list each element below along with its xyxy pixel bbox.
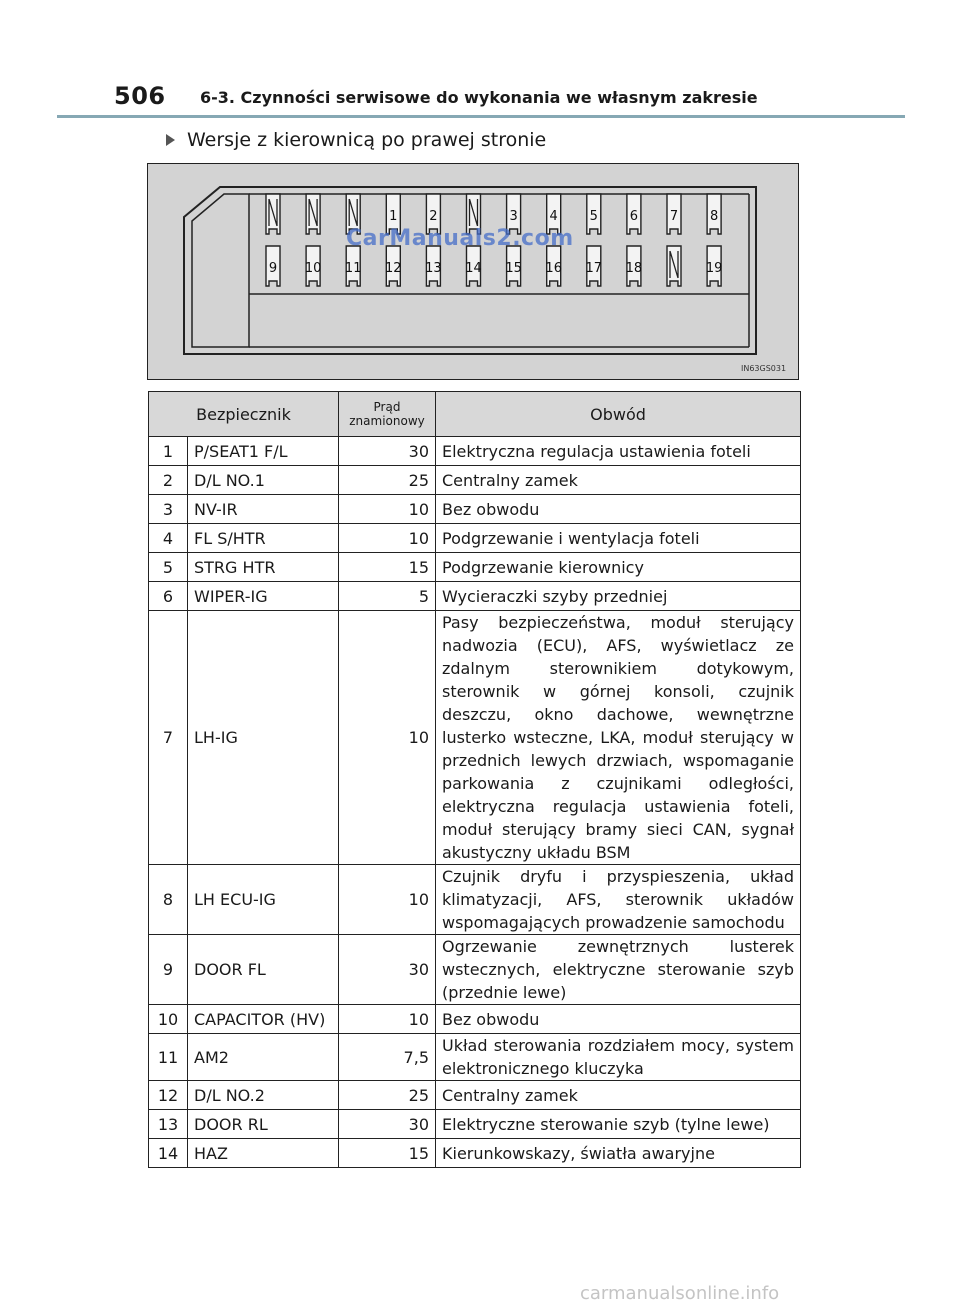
fuse-slot-12 bbox=[385, 246, 402, 286]
page-header bbox=[0, 0, 960, 120]
fuse-rating-cell: 10 bbox=[339, 1005, 436, 1034]
fuse-rating-cell: 10 bbox=[339, 865, 436, 935]
fuse-number-cell: 11 bbox=[149, 1034, 188, 1081]
watermark-text: CarManuals2.com bbox=[346, 226, 574, 251]
fuse-name-cell: CAPACITOR (HV) bbox=[188, 1005, 339, 1034]
table-header-row bbox=[149, 392, 801, 437]
fuse-number-cell: 13 bbox=[149, 1110, 188, 1139]
fuse-slot-empty bbox=[266, 194, 280, 234]
table-row bbox=[149, 935, 801, 1005]
fuse-slot-label: 13 bbox=[425, 261, 442, 276]
fuse-rating-cell: 15 bbox=[339, 553, 436, 582]
fuse-slot-8 bbox=[707, 194, 721, 234]
table-row bbox=[149, 1081, 801, 1110]
fuse-name-cell: LH ECU-IG bbox=[188, 865, 339, 935]
fuse-rating-cell: 5 bbox=[339, 582, 436, 611]
fuse-name-cell: HAZ bbox=[188, 1139, 339, 1168]
fuse-slot-empty bbox=[306, 194, 320, 234]
fuse-name-cell: P/SEAT1 F/L bbox=[188, 437, 339, 466]
fuse-rating-cell: 15 bbox=[339, 1139, 436, 1168]
fuse-name-cell: D/L NO.2 bbox=[188, 1081, 339, 1110]
fuse-slot-label: 4 bbox=[549, 209, 558, 224]
fuse-slot-label: 1 bbox=[389, 209, 398, 224]
section-title: 6-3. Czynności serwisowe do wykonania we własnym zakresie bbox=[200, 88, 758, 107]
table-row bbox=[149, 466, 801, 495]
fuse-slot-label: 7 bbox=[669, 209, 679, 224]
triangle-bullet-icon bbox=[166, 134, 175, 146]
header-rating bbox=[339, 392, 436, 437]
fuse-slot-16 bbox=[545, 246, 562, 286]
table-row bbox=[149, 553, 801, 582]
fuse-slot-18 bbox=[626, 246, 643, 286]
fuse-slot-6 bbox=[627, 194, 641, 234]
fuse-slot-label: 16 bbox=[545, 261, 562, 276]
fuse-slot-empty bbox=[667, 246, 681, 286]
fuse-number-cell: 1 bbox=[149, 437, 188, 466]
fuse-number-cell: 4 bbox=[149, 524, 188, 553]
fuse-slot-label: 5 bbox=[589, 209, 598, 224]
fuse-slot-14 bbox=[465, 246, 482, 286]
fuse-slot-label: 15 bbox=[505, 261, 522, 276]
fuse-name-cell: FL S/HTR bbox=[188, 524, 339, 553]
fuse-slot-label: 3 bbox=[509, 209, 518, 224]
fuse-slot-label: 8 bbox=[709, 209, 719, 224]
fuse-number-cell: 3 bbox=[149, 495, 188, 524]
fuse-circuit-cell: Bez obwodu bbox=[436, 495, 801, 524]
fuse-box-drawing bbox=[148, 164, 800, 381]
fuse-circuit-cell: Elektryczna regulacja ustawienia foteli bbox=[436, 437, 801, 466]
fuse-circuit-cell: Ogrzewanie zewnętrznych lusterek wstecznych, elektryczne sterowanie szyb (przednie lewe) bbox=[436, 935, 801, 1005]
fuse-name-cell: NV-IR bbox=[188, 495, 339, 524]
table-row bbox=[149, 582, 801, 611]
fuse-rating-cell: 25 bbox=[339, 1081, 436, 1110]
fuse-circuit-cell: Elektryczne sterowanie szyb (tylne lewe) bbox=[436, 1110, 801, 1139]
subheading bbox=[166, 129, 546, 151]
header-fuse: Bezpiecznik bbox=[149, 392, 339, 437]
fuse-slot-15 bbox=[505, 246, 522, 286]
fuse-slot-label: 19 bbox=[705, 261, 723, 276]
header-rating-line2: znamionowy bbox=[349, 414, 425, 428]
subheading-text: Wersje z kierownicą po prawej stronie bbox=[187, 129, 547, 151]
fuse-name-cell: AM2 bbox=[188, 1034, 339, 1081]
header-circuit: Obwód bbox=[436, 392, 801, 437]
fuse-name-cell: STRG HTR bbox=[188, 553, 339, 582]
fuse-number-cell: 12 bbox=[149, 1081, 188, 1110]
fuse-name-cell: LH-IG bbox=[188, 611, 339, 865]
image-code: IN63GS031 bbox=[741, 364, 787, 373]
fuse-circuit-cell: Kierunkowskazy, światła awaryjne bbox=[436, 1139, 801, 1168]
fuse-circuit-cell: Wycieraczki szyby przedniej bbox=[436, 582, 801, 611]
fuse-circuit-cell: Pasy bezpieczeństwa, moduł sterujący nadwozia (ECU), AFS, wyświetlacz ze zdalnym sterownikiem dotykowym, sterownik w górnej konsoli, czujnik deszczu, okno dachowe, wewnętrzne lusterko wsteczne, LKA, moduł sterujący w przednich lewych drzwiach, wspomaganie parkowania z czujnikami odległości, elektryczna regulacja ustawienia foteli, moduł sterujący bramy sieci CAN, sygnał akustyczny układu BSM bbox=[436, 611, 801, 865]
fuse-rating-cell: 10 bbox=[339, 524, 436, 553]
fuse-slot-label: 10 bbox=[304, 261, 322, 276]
fuse-rating-cell: 30 bbox=[339, 437, 436, 466]
table-row bbox=[149, 524, 801, 553]
fuse-rating-cell: 10 bbox=[339, 611, 436, 865]
fuse-circuit-cell: Układ sterowania rozdziałem mocy, system elektronicznego kluczyka bbox=[436, 1034, 801, 1081]
fuse-circuit-cell: Bez obwodu bbox=[436, 1005, 801, 1034]
fuse-slot-label: 6 bbox=[629, 209, 639, 224]
table-row bbox=[149, 1005, 801, 1034]
fuse-slot-label: 9 bbox=[268, 261, 278, 276]
fuse-circuit-cell: Centralny zamek bbox=[436, 1081, 801, 1110]
fuse-rating-cell: 10 bbox=[339, 495, 436, 524]
fuse-rating-cell: 30 bbox=[339, 1110, 436, 1139]
fuse-rating-cell: 25 bbox=[339, 466, 436, 495]
table-row bbox=[149, 437, 801, 466]
fuse-rating-cell: 30 bbox=[339, 935, 436, 1005]
header-divider bbox=[57, 115, 905, 118]
fuse-slot-label: 14 bbox=[465, 261, 482, 276]
page-number: 506 bbox=[114, 82, 166, 110]
fuse-name-cell: D/L NO.1 bbox=[188, 466, 339, 495]
fuse-number-cell: 2 bbox=[149, 466, 188, 495]
fuse-name-cell: DOOR RL bbox=[188, 1110, 339, 1139]
fuse-number-cell: 9 bbox=[149, 935, 188, 1005]
table-row bbox=[149, 1139, 801, 1168]
fuse-circuit-cell: Czujnik dryfu i przyspieszenia, układ klimatyzacji, AFS, sterownik układów wspomagających prowadzenie samochodu bbox=[436, 865, 801, 935]
fuse-table bbox=[148, 391, 801, 1168]
fuse-number-cell: 8 bbox=[149, 865, 188, 935]
fuse-number-cell: 6 bbox=[149, 582, 188, 611]
fuse-slot-13 bbox=[425, 246, 442, 286]
fuse-slot-19 bbox=[706, 246, 723, 286]
fuse-circuit-cell: Centralny zamek bbox=[436, 466, 801, 495]
fuse-number-cell: 7 bbox=[149, 611, 188, 865]
table-row bbox=[149, 1110, 801, 1139]
fuse-name-cell: DOOR FL bbox=[188, 935, 339, 1005]
header-rating-line1: Prąd bbox=[373, 400, 401, 414]
fuse-circuit-cell: Podgrzewanie i wentylacja foteli bbox=[436, 524, 801, 553]
fuse-slot-10 bbox=[305, 246, 322, 286]
footer-site: carmanualsonline.info bbox=[580, 1283, 780, 1304]
fuse-circuit-cell: Podgrzewanie kierownicy bbox=[436, 553, 801, 582]
fuse-box-diagram bbox=[147, 163, 799, 380]
fuse-number-cell: 14 bbox=[149, 1139, 188, 1168]
fuse-slot-label: 12 bbox=[385, 261, 402, 276]
fuse-slot-11 bbox=[345, 246, 362, 286]
fuse-slot-5 bbox=[587, 194, 601, 234]
table-row bbox=[149, 495, 801, 524]
fuse-slot-label: 18 bbox=[625, 261, 643, 276]
fuse-slot-17 bbox=[586, 246, 603, 286]
fuse-slot-label: 2 bbox=[429, 209, 438, 224]
fuse-rating-cell: 7,5 bbox=[339, 1034, 436, 1081]
fuse-name-cell: WIPER-IG bbox=[188, 582, 339, 611]
fuse-slot-7 bbox=[667, 194, 681, 234]
fuse-slot-label: 17 bbox=[585, 261, 603, 276]
fuse-number-cell: 10 bbox=[149, 1005, 188, 1034]
table-row bbox=[149, 611, 801, 865]
fuse-number-cell: 5 bbox=[149, 553, 188, 582]
table-row bbox=[149, 1034, 801, 1081]
fuse-slot-9 bbox=[266, 246, 280, 286]
fuse-slot-label: 11 bbox=[344, 261, 362, 276]
table-row bbox=[149, 865, 801, 935]
